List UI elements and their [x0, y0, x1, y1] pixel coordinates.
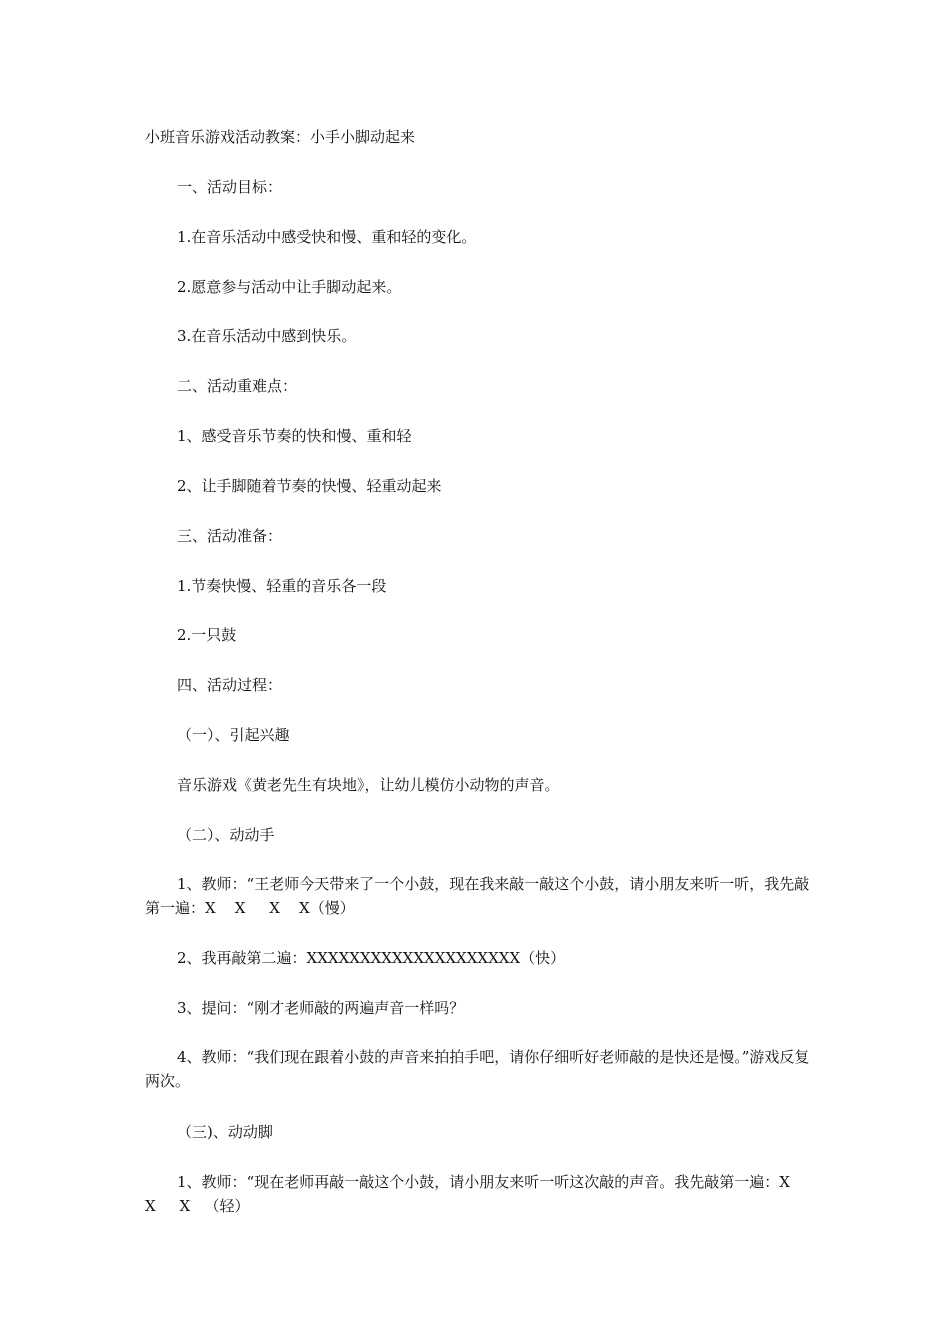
paragraph: 1.节奏快慢、轻重的音乐各一段 — [177, 577, 387, 595]
subsection-heading: （一）、引起兴趣 — [177, 726, 290, 744]
subsection-heading: （三)、动动脚 — [177, 1123, 273, 1141]
paragraph: 2.一只鼓 — [177, 626, 237, 644]
paragraph: 1、教师：“现在老师再敲一敲这个小鼓，请小朋友来听一听这次敲的声音。我先敲第一遍：X X X （轻） — [145, 1173, 809, 1215]
paragraph: 音乐游戏《黄老先生有块地》，让幼儿模仿小动物的声音。 — [177, 776, 560, 794]
document-title: 小班音乐游戏活动教案：小手小脚动起来 — [145, 128, 416, 146]
section-heading-goals: 一、活动目标： — [177, 178, 283, 196]
paragraph: 1.在音乐活动中感受快和慢、重和轻的变化。 — [177, 228, 477, 246]
paragraph: 2、让手脚随着节奏的快慢、轻重动起来 — [177, 477, 442, 495]
paragraph: 1、感受音乐节奏的快和慢、重和轻 — [177, 427, 412, 445]
paragraph: 3.在音乐活动中感到快乐。 — [177, 327, 357, 345]
section-heading-preparation: 三、活动准备： — [177, 527, 283, 545]
paragraph: 1、教师：“王老师今天带来了一个小鼓，现在我来敲一敲这个小鼓，请小朋友来听一听，我先敲第一遍：X X X X（慢） — [145, 875, 810, 917]
paragraph: 3、提问：“刚才老师敲的两遍声音一样吗？ — [177, 999, 465, 1017]
subsection-heading: （二）、动动手 — [177, 826, 275, 844]
paragraph: 4、教师：“我们现在跟着小鼓的声音来拍拍手吧，请你仔细听好老师敲的是快还是慢。”游戏反复两次。 — [145, 1048, 810, 1090]
paragraph: 2、我再敲第二遍：XXXXXXXXXXXXXXXXXXXX（快） — [177, 949, 566, 967]
section-heading-key-points: 二、活动重难点： — [177, 377, 298, 395]
paragraph: 2.愿意参与活动中让手脚动起来。 — [177, 278, 402, 296]
section-heading-process: 四、活动过程： — [177, 676, 283, 694]
